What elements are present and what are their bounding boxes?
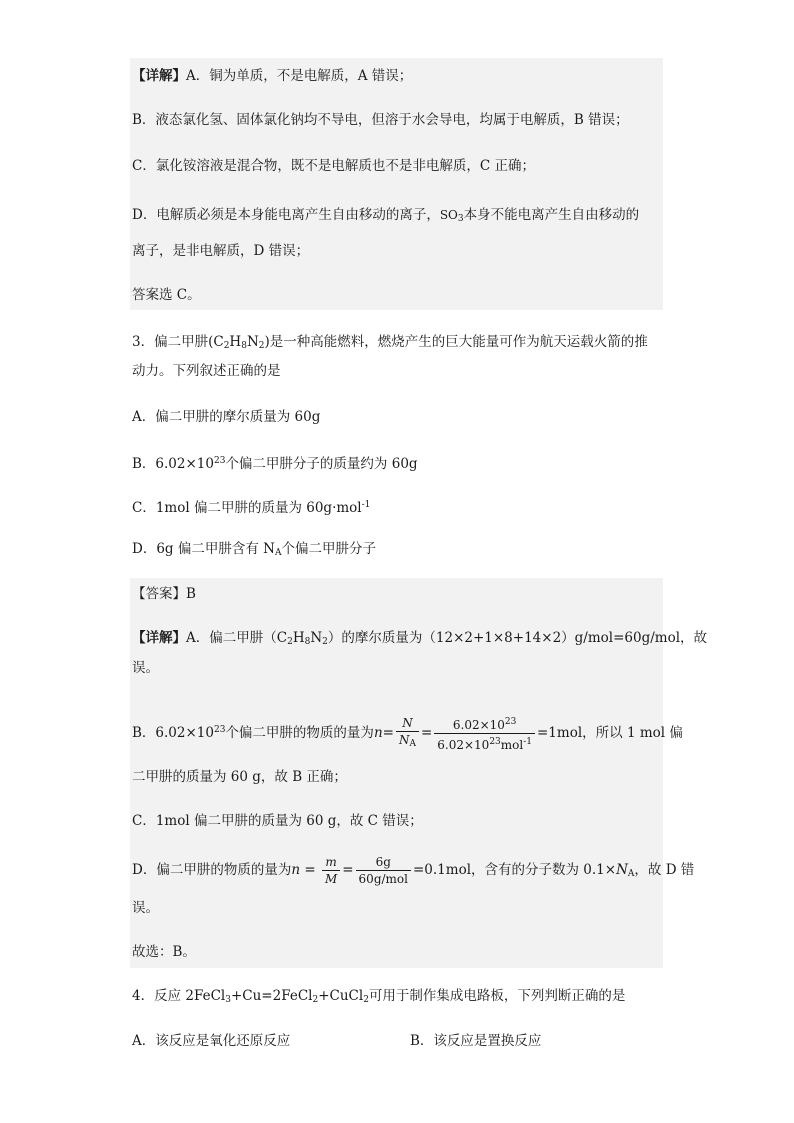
question-3-option-b: B．$6.02\times 10^{23}$个偏二甲肼分子的质量约为 60g bbox=[132, 456, 418, 472]
final-choice: 故选：B。 bbox=[132, 944, 196, 960]
detail-line-a-cont: 误。 bbox=[132, 660, 159, 676]
question-4-stem: 4．反应 2FeCl$_3$+Cu=2FeCl$_2$+CuCl$_2$可用于制作集成电路板，下列判断正确的是 bbox=[132, 988, 626, 1005]
explanation-line-c: C．氯化铵溶液是混合物，既不是电解质也不是非电解质，C 正确； bbox=[132, 158, 535, 174]
detail-line-b-cont: 二甲肼的质量为 60 g，故 B 正确； bbox=[132, 769, 347, 785]
detail-line-d: D．偏二甲肼的物质的量为n = $\frac{m}{M}$ = $\frac{6g}{\text{60g/mol}}$ =0.1mol，含有的分子数为 $0.1\times N_A$，故 D 错 bbox=[132, 855, 695, 886]
detail-line-b: B．$6.02\times 10^{23}$个偏二甲肼的物质的量为n= $\frac{N}{N_A}$ = $\frac{6.02\times 10^{23}}{6.02\times 10^{23}mol^{-1}}$ =1mol，所以 1 mol 偏 bbox=[132, 716, 683, 752]
question-3-option-a: A．偏二甲肼的摩尔质量为 60g bbox=[132, 409, 321, 425]
explanation-line-b: B．液态氯化氢、固体氯化钠均不导电，但溶于水会导电，均属于电解质，B 错误； bbox=[132, 112, 629, 128]
detail-label: 【详解】 bbox=[132, 68, 186, 84]
explanation-line-d: D．电解质必须是本身能电离产生自由移动的离子，$SO_3$本身不能电离产生自由移动的 bbox=[132, 207, 640, 224]
fraction-6g-over-molar: $\frac{6g}{\text{60g/mol}}$ bbox=[356, 854, 411, 887]
answer-choice-line: 答案选 C。 bbox=[132, 287, 201, 303]
question-3-option-d: D．6g 偏二甲肼含有 $N_A$个偏二甲肼分子 bbox=[132, 541, 376, 558]
answer-line: 【答案】B bbox=[132, 586, 196, 602]
detail-line-a: 【详解】A．偏二甲肼$(C_2H_8N_2)$的摩尔质量为（12×2+1×8+14×2）g/mol=60g/mol，故 bbox=[132, 630, 708, 647]
explanation-background bbox=[130, 58, 663, 310]
detail-line-c: C．1mol 偏二甲肼的质量为 60 g，故 C 错误； bbox=[132, 813, 423, 829]
detail-line-d-cont: 误。 bbox=[132, 900, 159, 916]
fraction-n-over-na: $\frac{N}{N_A}$ bbox=[396, 715, 419, 752]
question-3-stem: 3．偏二甲肼$(C_2H_8N_2)$是一种高能燃料，燃烧产生的巨大能量可作为航天运载火箭的推 bbox=[132, 334, 648, 351]
explanation-line-a: 【详解】A．铜为单质，不是电解质，A 错误； bbox=[132, 68, 413, 84]
question-3-option-c: C．1mol 偏二甲肼的质量为 60g·mol$^{-1}$ bbox=[132, 500, 371, 516]
fraction-m-over-M: $\frac{m}{M}$ bbox=[322, 854, 340, 887]
question-4-option-b: B．该反应是置换反应 bbox=[410, 1033, 542, 1049]
fraction-avogadro: $\frac{6.02\times 10^{23}}{6.02\times 10^{23}mol^{-1}}$ bbox=[434, 714, 535, 753]
question-4-option-a: A．该反应是氧化还原反应 bbox=[132, 1033, 291, 1049]
explanation-line-d-cont: 离子，是非电解质，D 错误； bbox=[132, 243, 310, 259]
question-3-stem-cont: 动力。下列叙述正确的是 bbox=[132, 363, 281, 379]
